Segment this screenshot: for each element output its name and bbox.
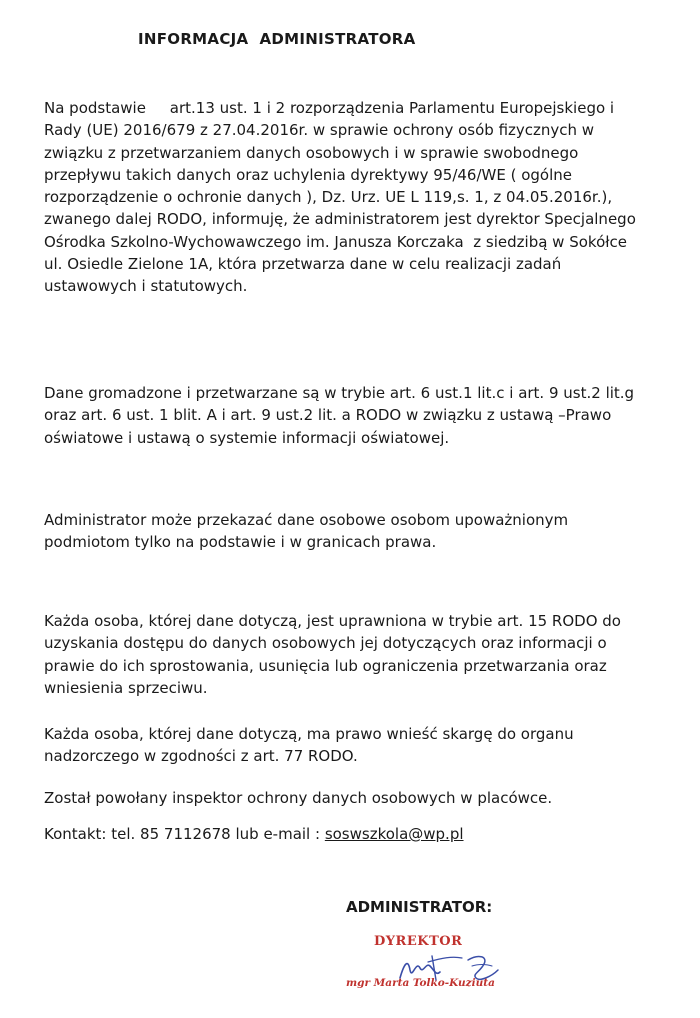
text-line: uzyskania dostępu do danych osobowych jej dotyczących oraz informacji o <box>44 634 607 653</box>
text-line: Ośrodka Szkolno-Wychowawczego im. Janusza Korczaka z siedzibą w Sokółce <box>44 232 627 251</box>
text-line: Dane gromadzone i przetwarzane są w trybie art. 6 ust.1 lit.c i art. 9 ust.2 lit.g <box>44 384 635 402</box>
text-line: oświatowe i ustawą o systemie informacji oświatowej. <box>44 428 450 447</box>
text-line: Na podstawie art.13 ust. 1 i 2 rozporządzenia Parlamentu Europejskiego i <box>44 99 615 117</box>
contact-label: Kontakt: tel. 85 7112678 lub e-mail : <box>44 825 325 843</box>
stamp-title: DYREKTOR <box>374 934 463 949</box>
text-line: ul. Osiedle Zielone 1A, która przetwarza dane w celu realizacji zadań <box>44 255 562 274</box>
paragraph-access-rights <box>44 610 694 699</box>
text-line: oraz art. 6 ust. 1 blit. A i art. 9 ust.2 lit. a RODO w związku z ustawą –Prawo <box>44 406 612 425</box>
paragraph-processing-basis <box>44 382 694 449</box>
administrator-label: ADMINISTRATOR: <box>346 898 493 916</box>
text-line: ustawowych i statutowych. <box>44 277 248 296</box>
text-line: Każda osoba, której dane dotyczą, jest uprawniona w trybie art. 15 RODO do <box>44 612 621 630</box>
text-line: zwanego dalej RODO, informuję, że administratorem jest dyrektor Specjalnego <box>44 210 636 229</box>
text-line: Rady (UE) 2016/679 z 27.04.2016r. w sprawie ochrony osób fizycznych w <box>44 121 595 140</box>
text-line: Każda osoba, której dane dotyczą, ma prawo wnieść skargę do organu <box>44 725 574 743</box>
document-title: INFORMACJA ADMINISTRATORA <box>138 30 416 48</box>
paragraph-data-transfer <box>44 509 694 554</box>
paragraph-complaint-right <box>44 723 694 768</box>
text-line: podmiotom tylko na podstawie i w granicach prawa. <box>44 533 437 552</box>
text-line: przepływu takich danych oraz uchylenia dyrektywy 95/46/WE ( ogólne <box>44 165 572 184</box>
contact-email-link[interactable]: soswszkola@wp.pl <box>324 825 464 843</box>
director-stamp <box>330 932 530 1002</box>
contact-line <box>44 823 464 845</box>
paragraph-inspector <box>44 787 694 809</box>
text-line: Administrator może przekazać dane osobowe osobom upoważnionym <box>44 511 569 529</box>
paragraph-legal-basis <box>44 97 694 298</box>
text-line: związku z przetwarzaniem danych osobowych i w sprawie swobodnego <box>44 143 579 162</box>
text-line: Został powołany inspektor ochrony danych osobowych w placówce. <box>44 789 553 807</box>
text-line: prawie do ich sprostowania, usunięcia lub ograniczenia przetwarzania oraz <box>44 656 607 675</box>
text-line: wniesienia sprzeciwu. <box>44 678 208 697</box>
stamp-name: mgr Marta Tolko-Kuziuta <box>346 977 495 989</box>
text-line: rozporządzenie o ochronie danych ), Dz. Urz. UE L 119,s. 1, z 04.05.2016r.), <box>44 188 613 207</box>
text-line: nadzorczego w zgodności z art. 77 RODO. <box>44 747 358 766</box>
